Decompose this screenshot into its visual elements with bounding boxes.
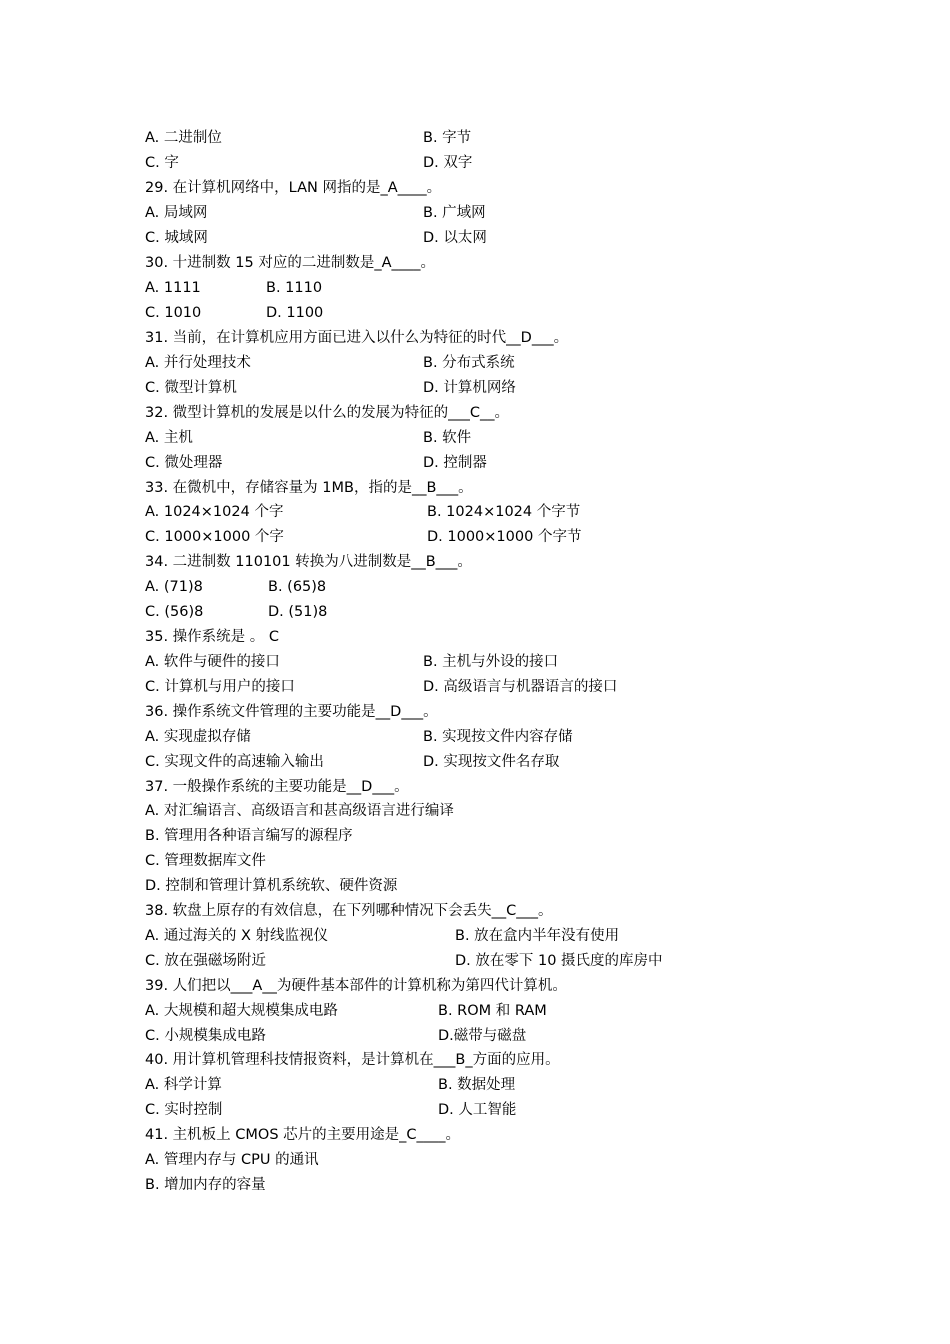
- option-right: D. 高级语言与机器语言的接口: [423, 679, 618, 695]
- option-right: B. (65)8: [268, 579, 327, 595]
- line-text: B. 增加内存的容量: [145, 1177, 266, 1193]
- line-text: A. 通过海关的 X 射线监视仪: [145, 928, 329, 944]
- line-text: A. 局域网: [145, 205, 208, 221]
- option-right: B. 1024×1024 个字节: [427, 504, 581, 520]
- line-text: A. 1024×1024 个字: [145, 504, 284, 520]
- line-text: A. 大规模和超大规模集成电路: [145, 1003, 338, 1019]
- line-text: C. 微处理器: [145, 455, 223, 471]
- option-right: D. 控制器: [423, 455, 487, 471]
- line-text: 32. 微型计算机的发展是以什么的发展为特征的___C__。: [145, 405, 510, 421]
- line-text: A. 二进制位: [145, 130, 222, 146]
- line-text: 37. 一般操作系统的主要功能是__D___。: [145, 779, 409, 795]
- line-text: A. 对汇编语言、高级语言和甚高级语言进行编译: [145, 803, 454, 819]
- option-right: B. 实现按文件内容存储: [423, 729, 573, 745]
- option-right: B. ROM 和 RAM: [438, 1003, 547, 1019]
- line-text: 39. 人们把以___A__为硬件基本部件的计算机称为第四代计算机。: [145, 978, 567, 994]
- line-text: A. 科学计算: [145, 1077, 222, 1093]
- option-right: D. 人工智能: [438, 1102, 517, 1118]
- line-text: A. (71)8: [145, 579, 203, 595]
- line-text: 30. 十进制数 15 对应的二进制数是_A____。: [145, 255, 436, 271]
- option-right: B. 主机与外设的接口: [423, 654, 559, 670]
- line-text: C. 实时控制: [145, 1102, 223, 1118]
- line-text: 41. 主机板上 CMOS 芯片的主要用途是_C____。: [145, 1127, 461, 1143]
- option-right: D. 双字: [423, 155, 473, 171]
- line-text: C. 实现文件的高速输入输出: [145, 754, 324, 770]
- option-right: B. 广域网: [423, 205, 486, 221]
- line-text: 31. 当前，在计算机应用方面已进入以什么为特征的时代__D___。: [145, 330, 569, 346]
- line-text: 40. 用计算机管理科技情报资料，是计算机在___B_方面的应用。: [145, 1052, 560, 1068]
- option-right: B. 1110: [266, 280, 323, 296]
- option-right: D. 放在零下 10 摄氏度的库房中: [455, 953, 663, 969]
- option-right: B. 分布式系统: [423, 355, 515, 371]
- option-right: B. 字节: [423, 130, 472, 146]
- option-right: B. 软件: [423, 430, 472, 446]
- option-right: D. 1000×1000 个字节: [427, 529, 582, 545]
- line-text: C. 放在强磁场附近: [145, 953, 266, 969]
- line-text: B. 管理用各种语言编写的源程序: [145, 828, 353, 844]
- line-text: C. 微型计算机: [145, 380, 237, 396]
- option-right: D. 计算机网络: [423, 380, 516, 396]
- option-right: D. 实现按文件名存取: [423, 754, 560, 770]
- line-text: 34. 二进制数 110101 转换为八进制数是__B___。: [145, 554, 472, 570]
- line-text: A. 主机: [145, 430, 193, 446]
- option-right: D. 1100: [266, 305, 324, 321]
- option-right: B. 放在盒内半年没有使用: [455, 928, 620, 944]
- line-text: C. 计算机与用户的接口: [145, 679, 295, 695]
- line-text: A. 管理内存与 CPU 的通讯: [145, 1152, 319, 1168]
- line-text: C. 1000×1000 个字: [145, 529, 284, 545]
- line-text: 33. 在微机中，存储容量为 1MB，指的是__B___。: [145, 480, 473, 496]
- line-text: A. 并行处理技术: [145, 355, 251, 371]
- option-right: D. (51)8: [268, 604, 328, 620]
- line-text: C. 1010: [145, 305, 202, 321]
- line-text: C. 小规模集成电路: [145, 1028, 266, 1044]
- line-text: D. 控制和管理计算机系统软、硬件资源: [145, 878, 398, 894]
- option-right: D.磁带与磁盘: [438, 1028, 527, 1044]
- line-text: C. 字: [145, 155, 179, 171]
- line-text: A. 1111: [145, 280, 201, 296]
- line-text: 36. 操作系统文件管理的主要功能是__D___。: [145, 704, 438, 720]
- line-text: A. 软件与硬件的接口: [145, 654, 280, 670]
- option-right: B. 数据处理: [438, 1077, 516, 1093]
- line-text: C. (56)8: [145, 604, 204, 620]
- line-text: 29. 在计算机网络中，LAN 网指的是_A____。: [145, 180, 442, 196]
- line-text: C. 管理数据库文件: [145, 853, 266, 869]
- line-text: A. 实现虚拟存储: [145, 729, 251, 745]
- line-text: 35. 操作系统是 。 C: [145, 629, 280, 645]
- line-text: 38. 软盘上原存的有效信息，在下列哪种情况下会丢失__C___。: [145, 903, 553, 919]
- line-text: C. 城域网: [145, 230, 208, 246]
- option-right: D. 以太网: [423, 230, 487, 246]
